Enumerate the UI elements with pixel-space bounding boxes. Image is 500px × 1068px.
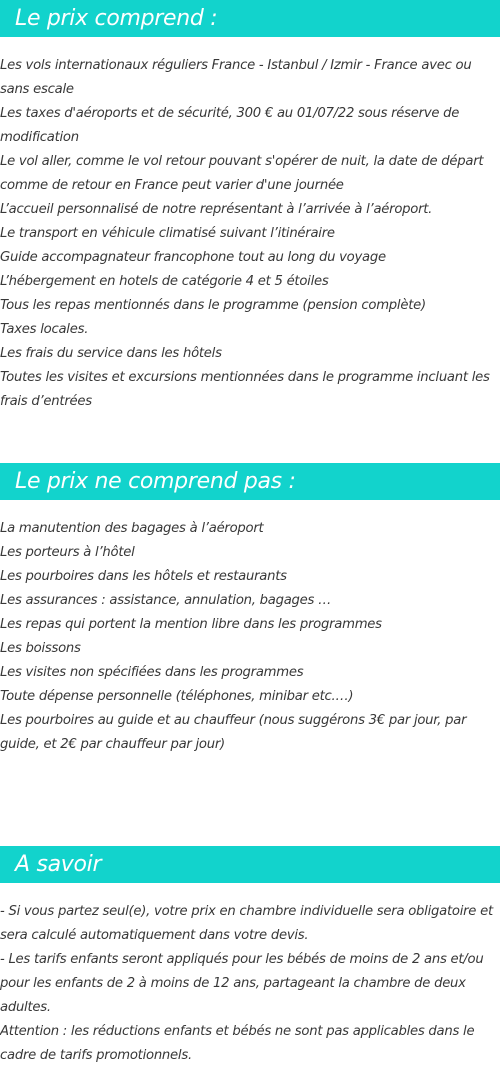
list-item: Toutes les visites et excursions mentionnées dans le programme incluant les frais d’entrées bbox=[0, 370, 490, 409]
list-item: - Les tarifs enfants seront appliqués pour les bébés de moins de 2 ans et/ou pour les enfants de 2 à moins de 12 ans, partageant la chambre de deux adultes. bbox=[0, 952, 484, 1015]
list-item: Tous les repas mentionnés dans le programme (pension complète) bbox=[0, 298, 426, 313]
list-item: Les visites non spécifiées dans les programmes bbox=[0, 665, 304, 680]
list-item: L’hébergement en hotels de catégorie 4 et 5 étoiles bbox=[0, 274, 329, 289]
included-section-title: Le prix comprend : bbox=[15, 6, 218, 31]
list-item: - Si vous partez seul(e), votre prix en chambre individuelle sera obligatoire et sera calculé automatiquement dans votre devis. bbox=[0, 904, 493, 943]
info-section-title: A savoir bbox=[15, 852, 102, 877]
list-item: Le vol aller, comme le vol retour pouvant s'opérer de nuit, la date de départ comme de retour en France peut varier d'une journée bbox=[0, 154, 484, 193]
list-item: Les vols internationaux réguliers France - Istanbul / Izmir - France avec ou sans escale bbox=[0, 58, 472, 97]
info-section-header bbox=[0, 846, 500, 883]
included-list bbox=[0, 54, 500, 414]
list-item: Les porteurs à l’hôtel bbox=[0, 545, 135, 560]
list-item: Les pourboires dans les hôtels et restaurants bbox=[0, 569, 287, 584]
excluded-list bbox=[0, 517, 500, 757]
list-item: Les frais du service dans les hôtels bbox=[0, 346, 222, 361]
excluded-section-title: Le prix ne comprend pas : bbox=[15, 469, 296, 494]
list-item: Les taxes d'aéroports et de sécurité, 300 € au 01/07/22 sous réserve de modification bbox=[0, 106, 460, 145]
list-item: Guide accompagnateur francophone tout au long du voyage bbox=[0, 250, 386, 265]
list-item: Les assurances : assistance, annulation, bagages … bbox=[0, 593, 332, 608]
list-item: L’accueil personnalisé de notre représentant à l’arrivée à l’aéroport. bbox=[0, 202, 433, 217]
list-item: Les pourboires au guide et au chauffeur (nous suggérons 3€ par jour, par guide, et 2€ par chauffeur par jour) bbox=[0, 713, 467, 752]
list-item: Toute dépense personnelle (téléphones, minibar etc.…) bbox=[0, 689, 354, 704]
list-item: Attention : les réductions enfants et bébés ne sont pas applicables dans le cadre de tarifs promotionnels. bbox=[0, 1024, 475, 1063]
excluded-section-header bbox=[0, 463, 500, 500]
included-section-header bbox=[0, 0, 500, 37]
list-item: La manutention des bagages à l’aéroport bbox=[0, 521, 264, 536]
list-item: Les repas qui portent la mention libre dans les programmes bbox=[0, 617, 382, 632]
list-item: Taxes locales. bbox=[0, 322, 89, 337]
list-item: Les boissons bbox=[0, 641, 81, 656]
list-item: Le transport en véhicule climatisé suivant l’itinéraire bbox=[0, 226, 335, 241]
